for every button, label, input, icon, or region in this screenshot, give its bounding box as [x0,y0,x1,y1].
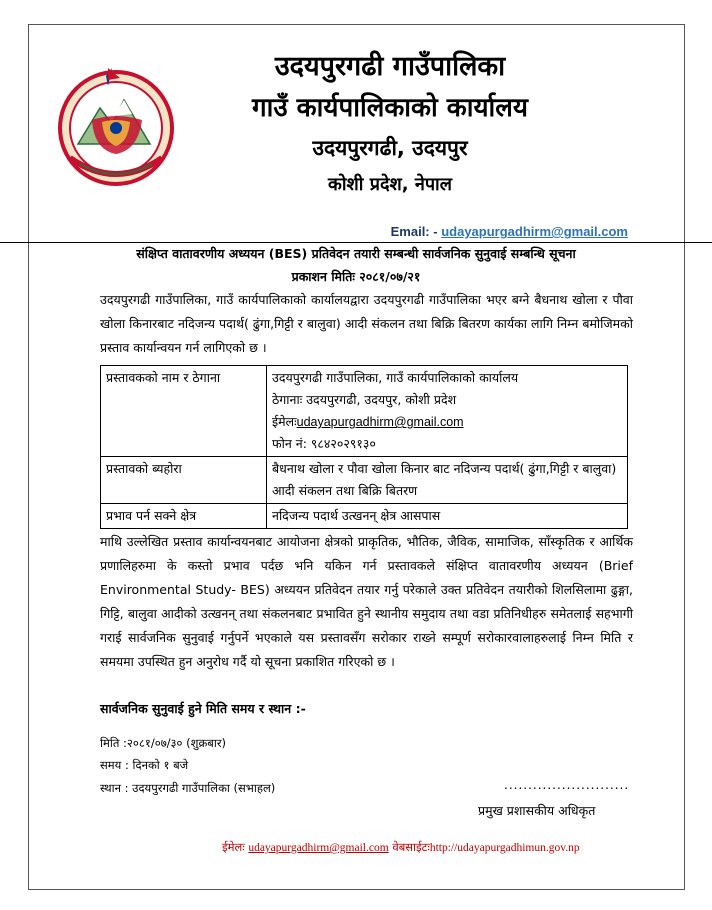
proposer-name: उदयपुरगढी गाउँपालिका, गाउँ कार्यपालिकाको कार्यालय [272,370,519,385]
footer-email-label: ईमेलः [222,840,245,854]
footer-email-link[interactable]: udayapurgadhirm@gmail.com [248,842,389,854]
table-key-impact-area: प्रभाव पर्न सक्ने क्षेत्र [101,504,267,529]
header-email [391,224,628,239]
office-name-line1: उदयपुरगढी गाउँपालिका [274,51,506,82]
body-paragraph: माथि उल्लेखित प्रस्ताव कार्यान्वयनबाट आयोजना क्षेत्रको प्राकृतिक, भौतिक, जैविक, सामाजिक, साँस्कृतिक र आर्थिक प्रणालिहरुमा के कस्तो प्रभाव पर्दछ भनि यकिन गर्न प्रस्तावकले संक्षिप्त वातावरणीय अध्ययन (Brief Environmental Study- BES) अध्ययन प्रतिवेदन तयार गर्नु परेकाले उक्त प्रतिवेदन तयारीको शिलसिलामा ढुङ्गा, गिट्टि, बालुवा आदीको उत्खनन् तथा संकलनबाट प्रभावित हुने स्थानीय समुदाय तथा वडा प्रतिनिधीहरु समेतलाई सहभागी गराई सार्वजनिक सुनुवाई गर्नुपर्ने भएकाले यस प्रस्तावसँग सरोकार राख्ने सम्पूर्ण सरोकारवालाहरुलाई निम्न मिति र समयमा उपस्थित हुन अनुरोध गर्दै यो सूचना प्रकाशित गरिएको छ । [100,534,633,669]
footer-web-link[interactable]: http://udayapurgadhimun.gov.np [429,842,580,854]
hearing-date: मिति :२०८१/०७/३० (शुक्रबार) [100,736,227,750]
hearing-time: समय : दिनको १ बजे [100,758,189,772]
proposer-address: ठेगानाः उदयपुरगढी, उदयपुर, कोशी प्रदेश [272,392,457,407]
table-key-proposal: प्रस्तावको ब्यहोरा [101,457,267,504]
proposer-phone: फोन नं: ९८४२०२९१३० [272,436,376,451]
proposer-email-label: ईमेलः [272,414,297,429]
notice-title: संक्षिप्त वातावरणीय अध्ययन (BES) प्रतिवेदन तयारी सम्बन्धी सार्वजनिक सुनुवाई सम्बन्धि सूचना [136,246,576,261]
footer-web-label: वेबसाईटः [392,840,430,854]
table-row [101,457,628,504]
signatory-title: प्रमुख प्रशासकीय अधिकृत [478,803,596,818]
header-divider [0,242,712,243]
office-address-line: उदयपुरगढी, उदयपुर [312,136,468,160]
table-value-proposal: बैधनाथ खोला र पौवा खोला किनार बाट नदिजन्य पदार्थ( ढुंगा,गिट्टी र बालुवा) आदी संकलन तथा बिक्रि बितरण [267,457,628,504]
office-name-line2: गाउँ कार्यपालिकाको कार्यालय [252,93,528,123]
province-line: कोशी प्रदेश, नेपाल [328,174,452,195]
table-row [101,504,628,529]
hearing-place: स्थान : उदयपुरगढी गाउँपालिका (सभाहल) [100,781,276,795]
header-email-link[interactable]: udayapurgadhirm@gmail.com [441,224,628,239]
publish-date: प्रकाशन मितिः २०८१/०७/२१ [291,269,421,284]
proposer-email [272,411,622,433]
nepal-emblem-icon [50,58,182,190]
table-value-impact-area: नदिजन्य पदार्थ उत्खनन् क्षेत्र आसपास [267,504,628,529]
footer-contact [222,840,580,855]
table-row [101,366,628,457]
proposer-email-link[interactable]: udayapurgadhirm@gmail.com [296,415,464,429]
header-email-label: Email: - [390,224,438,239]
hearing-heading: सार्वजनिक सुनुवाई हुने मिति समय र स्थान :- [100,701,306,716]
intro-paragraph: उदयपुरगढी गाउँपालिका, गाउँ कार्यपालिकाको कार्यालयद्वारा उदयपुरगढी गाउँपालिका भएर बग्ने बैधनाथ खोला र पौवा खोला किनारबाट नदिजन्य पदार्थ( ढुंगा,गिट्टी र बालुवा) आदी संकलन तथा बिक्रि बितरण कार्यका लागि निम्न बमोजिमको प्रस्ताव कार्यान्वयन गर्न लागिएको छ । [100,292,633,355]
table-value-proposer [267,366,628,457]
signature-line: .......................... [504,778,630,792]
table-key-proposer: प्रस्तावकको नाम र ठेगाना [101,366,267,457]
proposal-table [100,365,628,529]
